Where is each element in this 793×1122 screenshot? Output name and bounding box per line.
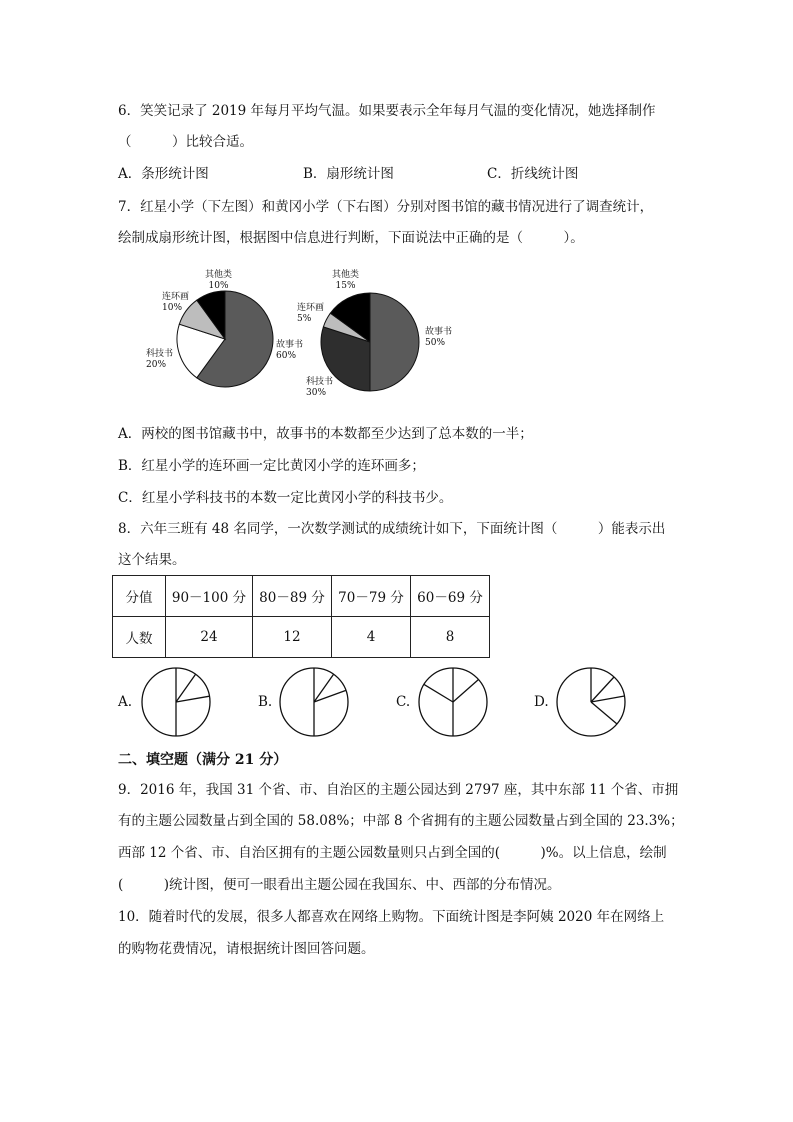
q6-line2: （ ）比较合适。 <box>118 134 253 150</box>
choice-d-label: D. <box>534 694 549 710</box>
pie-right-other-name: 其他类 <box>332 270 360 280</box>
pie-right-story-name: 故事书 <box>425 327 453 337</box>
table-cell: 人数 <box>113 617 166 658</box>
table-cell: 70－79 分 <box>332 576 411 617</box>
choice-c-label: C. <box>396 694 411 710</box>
q10-line1: 10．随着时代的发展，很多人都喜欢在网络上购物。下面统计图是李阿姨 2020 年在网络上 <box>118 909 665 925</box>
q6-option-a: A．条形统计图 <box>118 166 209 182</box>
table-cell: 24 <box>166 617 253 658</box>
q8-line2: 这个结果。 <box>118 552 186 568</box>
q6-line1: 6．笑笑记录了 2019 年每月平均气温。如果要表示全年每月气温的变化情况，她选择制作 <box>118 103 656 119</box>
pie-left-science-name: 科技书 <box>146 349 174 359</box>
q8-line1: 8．六年三班有 48 名同学，一次数学测试的成绩统计如下，下面统计图（ ）能表示出 <box>118 521 666 537</box>
pie-right-story-value: 50% <box>425 338 446 348</box>
pie-left-story-value: 60% <box>276 351 297 361</box>
choice-b-pie <box>280 668 348 736</box>
table-cell: 60－69 分 <box>411 576 490 617</box>
q7-option-a: A．两校的图书馆藏书中，故事书的本数都至少达到了总本数的一半； <box>118 426 533 442</box>
choice-c-pie <box>419 668 487 736</box>
q9-line1: 9．2016 年，我国 31 个省、市、自治区的主题公园达到 2797 座，其中东部 11 个省、市拥 <box>118 782 679 798</box>
pie-left-science-value: 20% <box>146 360 167 370</box>
q10-line2: 的购物花费情况，请根据统计图回答问题。 <box>118 941 375 957</box>
q6-option-c: C．折线统计图 <box>487 166 579 182</box>
pie-right-other-value: 15% <box>335 281 356 291</box>
table-cell: 4 <box>332 617 411 658</box>
q6-option-b: B．扇形统计图 <box>303 166 394 182</box>
q9-line3: 西部 12 个省、市、自治区拥有的主题公园数量则只占到全国的( )%。以上信息，绘制 <box>118 845 667 861</box>
choice-b-label: B. <box>258 694 273 710</box>
table-cell: 80－89 分 <box>253 576 332 617</box>
q7-option-c: C．红星小学科技书的本数一定比黄冈小学的科技书少。 <box>118 490 453 506</box>
table-cell: 分值 <box>113 576 166 617</box>
pie-right-science-name: 科技书 <box>306 377 334 387</box>
section-heading: 二、填空题（满分 21 分） <box>118 752 288 768</box>
pie-left-comic-name: 连环画 <box>162 292 190 302</box>
table-cell: 12 <box>253 617 332 658</box>
choice-a-label: A. <box>118 694 133 710</box>
table-cell: 8 <box>411 617 490 658</box>
choice-d-pie <box>557 668 625 736</box>
pie-left-other-name: 其他类 <box>205 270 233 280</box>
q9-line4: ( )统计图，便可一眼看出主题公园在我国东、中、西部的分布情况。 <box>118 877 561 893</box>
q7-line1: 7．红星小学（下左图）和黄冈小学（下右图）分别对图书馆的藏书情况进行了调查统计， <box>118 199 654 215</box>
pie-left-other-value: 10% <box>208 281 229 291</box>
pie-right-science-value: 30% <box>306 388 327 398</box>
pie-left-story-name: 故事书 <box>276 340 304 350</box>
q7-line2: 绘制成扇形统计图，根据图中信息进行判断，下面说法中正确的是（ ）。 <box>118 230 584 246</box>
q7-option-b: B．红星小学的连环画一定比黄冈小学的连环画多； <box>118 458 425 474</box>
table-cell: 90－100 分 <box>166 576 253 617</box>
pie-right-comic-value: 5% <box>297 314 312 324</box>
pie-right-comic-name: 连环画 <box>297 303 325 313</box>
choice-a-pie <box>142 668 210 736</box>
q9-line2: 有的主题公园数量占到全国的 58.08%；中部 8 个省拥有的主题公园数量占到全国的 23.3%； <box>118 813 684 829</box>
pie-left-comic-value: 10% <box>162 303 183 313</box>
